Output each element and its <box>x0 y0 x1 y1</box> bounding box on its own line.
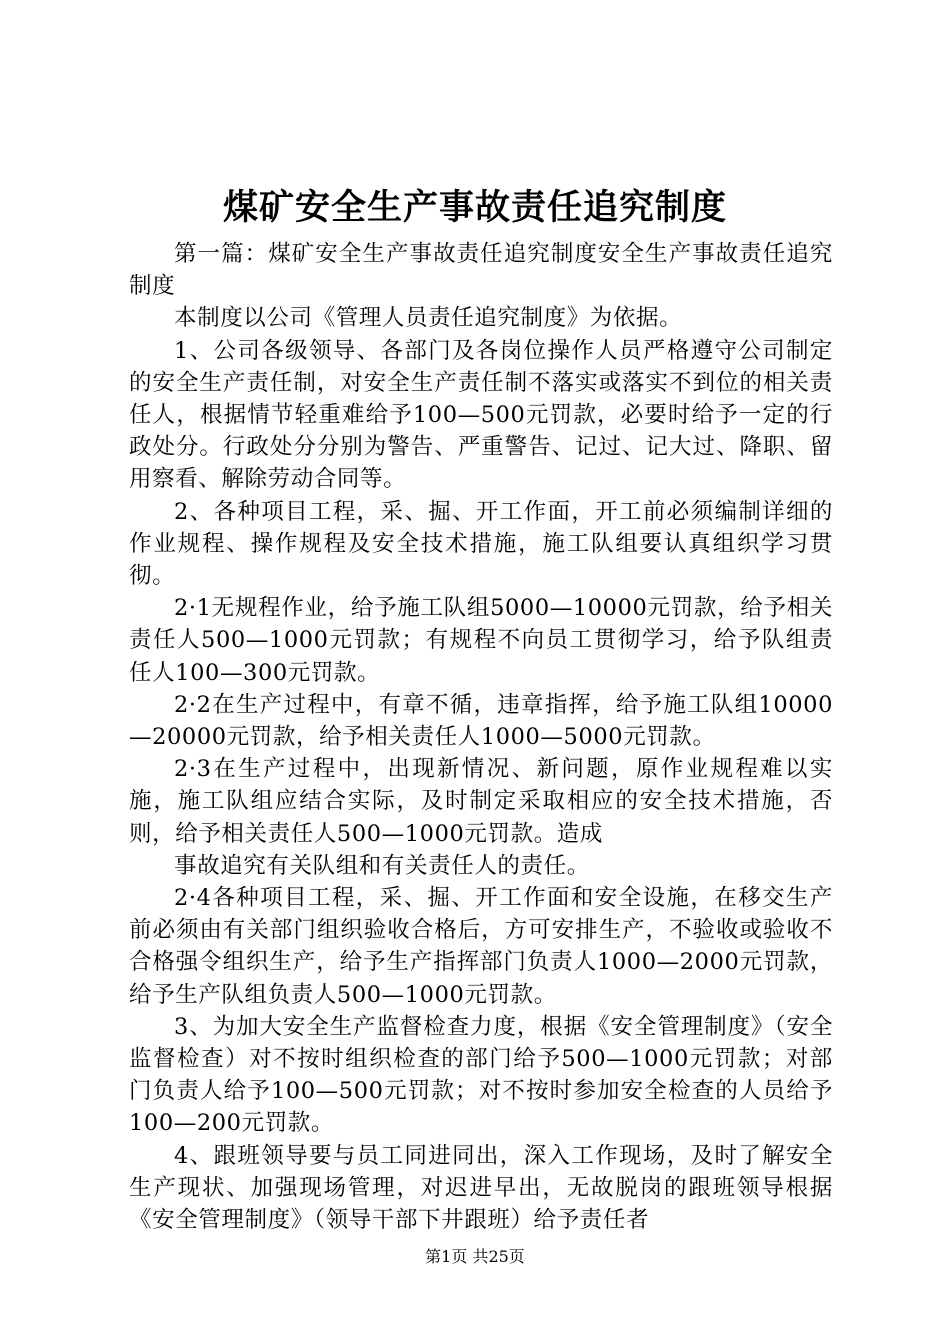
paragraph-10: 3、为加大安全生产监督检查力度，根据《安全管理制度》（安全监督检查）对不按时组织检查的部门给予500—1000元罚款；对部门负责人给予100—500元罚款；对不按时参加安全检查的人员给予100—200元罚款。 <box>129 1013 833 1137</box>
paragraph-11: 4、跟班领导要与员工同进同出，深入工作现场，及时了解安全生产现状、加强现场管理，对迟进早出，无故脱岗的跟班领导根据《安全管理制度》（领导干部下井跟班）给予责任者 <box>129 1142 833 1234</box>
paragraph-3: 1、公司各级领导、各部门及各岗位操作人员严格遵守公司制定的安全生产责任制，对安全生产责任制不落实或落实不到位的相关责任人，根据情节轻重难给予100—500元罚款，必要时给予一定的行政处分。行政处分分别为警告、严重警告、记过、记大过、降职、留用察看、解除劳动合同等。 <box>129 337 833 493</box>
document-body <box>129 238 833 1236</box>
paragraph-9: 2·4各种项目工程，采、掘、开工作面和安全设施，在移交生产前必须由有关部门组织验收合格后，方可安排生产，不验收或验收不合格强令组织生产，给予生产指挥部门负责人1000—2000元罚款，给予生产队组负责人500—1000元罚款。 <box>129 885 833 1008</box>
paragraph-4: 2、各种项目工程，采、掘、开工作面，开工前必须编制详细的作业规程、操作规程及安全技术措施，施工队组要认真组织学习贯彻。 <box>129 498 833 590</box>
document-title: 煤矿安全生产事故责任追究制度 <box>222 187 727 228</box>
paragraph-7: 2·3在生产过程中，出现新情况、新问题，原作业规程难以实施，施工队组应结合实际，及时制定采取相应的安全技术措施，否则，给予相关责任人500—1000元罚款。造成 <box>129 756 833 847</box>
paragraph-8: 事故追究有关队组和有关责任人的责任。 <box>174 852 590 879</box>
paragraph-2: 本制度以公司《管理人员责任追究制度》为依据。 <box>174 305 683 332</box>
paragraph-6: 2·2在生产过程中，有章不循，违章指挥，给予施工队组10000—20000元罚款，给予相关责任人1000—5000元罚款。 <box>129 691 833 751</box>
page-indicator: 第1页 共25页 <box>425 1247 525 1266</box>
paragraph-5: 2·1无规程作业，给予施工队组5000—10000元罚款，给予相关责任人500—1000元罚款；有规程不向员工贯彻学习，给予队组责任人100—300元罚款。 <box>129 595 833 686</box>
paragraph-1: 第一篇：煤矿安全生产事故责任追究制度安全生产事故责任追究制度 <box>129 241 833 300</box>
